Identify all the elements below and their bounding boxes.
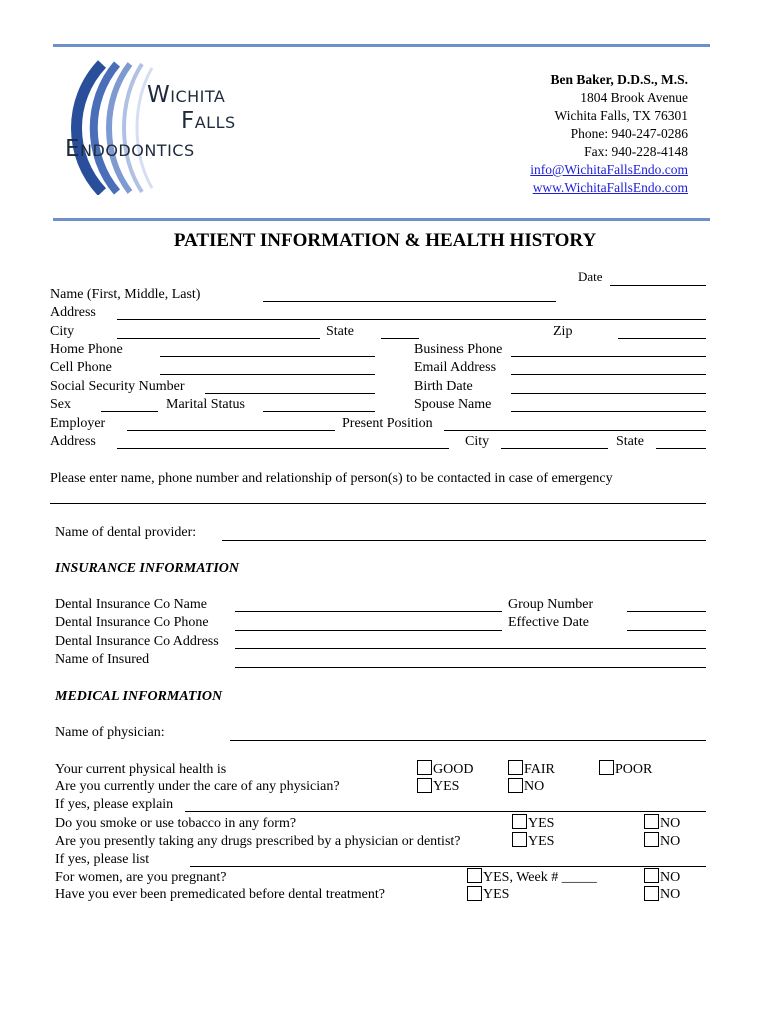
pregnant-yes-week-label: YES, Week # _____ — [483, 870, 597, 885]
premedicated-no-label: NO — [660, 887, 681, 902]
tobacco-label: Do you smoke or use tobacco in any form? — [55, 816, 297, 831]
email-address-field[interactable] — [511, 374, 706, 375]
birth-date-label: Birth Date — [414, 379, 473, 394]
practice-street: 1804 Brook Avenue — [580, 90, 688, 105]
logo-arcs-icon — [62, 60, 162, 195]
tobacco-yes-checkbox[interactable] — [512, 814, 527, 829]
logo-line-1: Wichita — [147, 82, 226, 108]
premedicated-yes-checkbox[interactable] — [467, 886, 482, 901]
present-position-label: Present Position — [342, 416, 433, 431]
birth-date-field[interactable] — [511, 393, 706, 394]
tobacco-no-checkbox[interactable] — [644, 814, 659, 829]
effective-date-field[interactable] — [627, 630, 706, 631]
fair-label: FAIR — [524, 762, 555, 777]
employer-field[interactable] — [127, 430, 335, 431]
date-label: Date — [578, 269, 603, 284]
home-phone-field[interactable] — [160, 356, 375, 357]
list-field[interactable] — [190, 866, 706, 867]
city-field[interactable] — [117, 338, 320, 339]
date-field[interactable] — [610, 285, 706, 286]
header-rule — [53, 218, 710, 221]
under-care-yes-label: YES — [433, 779, 460, 794]
under-care-label: Are you currently under the care of any physician? — [55, 779, 340, 794]
employer-address-field[interactable] — [117, 448, 449, 449]
insurance-co-phone-label: Dental Insurance Co Phone — [55, 615, 209, 630]
under-care-yes-checkbox[interactable] — [417, 778, 432, 793]
sex-label: Sex — [50, 397, 71, 412]
employer-state-label: State — [616, 434, 644, 449]
group-number-field[interactable] — [627, 611, 706, 612]
drugs-yes-checkbox[interactable] — [512, 832, 527, 847]
practice-fax: Fax: 940-228-4148 — [584, 144, 688, 159]
group-number-label: Group Number — [508, 597, 594, 612]
poor-checkbox[interactable] — [599, 760, 614, 775]
form-title: PATIENT INFORMATION & HEALTH HISTORY — [173, 230, 597, 251]
physician-label: Name of physician: — [55, 725, 165, 740]
good-checkbox[interactable] — [417, 760, 432, 775]
cell-phone-field[interactable] — [160, 374, 375, 375]
name-field[interactable] — [263, 301, 556, 302]
employer-city-field[interactable] — [501, 448, 608, 449]
effective-date-label: Effective Date — [508, 615, 589, 630]
zip-field[interactable] — [618, 338, 706, 339]
practice-website-wrap — [533, 181, 688, 195]
premedicated-no-checkbox[interactable] — [644, 886, 659, 901]
list-label: If yes, please list — [55, 852, 150, 867]
city-label: City — [50, 324, 75, 339]
premedicated-label: Have you ever been premedicated before dental treatment? — [55, 887, 385, 902]
insurance-co-phone-field[interactable] — [235, 630, 502, 631]
marital-status-field[interactable] — [263, 411, 375, 412]
marital-status-label: Marital Status — [166, 397, 245, 412]
under-care-no-checkbox[interactable] — [508, 778, 523, 793]
pregnant-yes-checkbox[interactable] — [467, 868, 482, 883]
drugs-label: Are you presently taking any drugs prescribed by a physician or dentist? — [55, 834, 461, 849]
doctor-name: Ben Baker, D.D.S., M.S. — [550, 72, 688, 87]
physician-field[interactable] — [230, 740, 706, 741]
logo-line-2: Falls — [181, 108, 236, 134]
pregnant-no-checkbox[interactable] — [644, 868, 659, 883]
tobacco-yes-label: YES — [528, 816, 555, 831]
practice-city: Wichita Falls, TX 76301 — [554, 108, 688, 123]
practice-logo — [62, 60, 252, 195]
cell-phone-label: Cell Phone — [50, 360, 112, 375]
insurance-co-address-field[interactable] — [235, 648, 706, 649]
drugs-yes-label: YES — [528, 834, 555, 849]
home-phone-label: Home Phone — [50, 342, 123, 357]
sex-field[interactable] — [101, 411, 158, 412]
emergency-label: Please enter name, phone number and relationship of person(s) to be contacted in case of emergency — [50, 471, 613, 486]
insurance-co-address-label: Dental Insurance Co Address — [55, 634, 219, 649]
practice-email-link[interactable]: info@WichitaFallsEndo.com — [530, 162, 688, 177]
medical-heading: MEDICAL INFORMATION — [55, 689, 223, 704]
employer-state-field[interactable] — [656, 448, 706, 449]
emergency-field[interactable] — [50, 503, 706, 504]
employer-label: Employer — [50, 416, 106, 431]
good-label: GOOD — [433, 762, 474, 777]
fair-checkbox[interactable] — [508, 760, 523, 775]
top-rule — [53, 44, 710, 47]
address-label: Address — [50, 305, 96, 320]
state-label: State — [326, 324, 354, 339]
spouse-name-field[interactable] — [511, 411, 706, 412]
insurance-heading: INSURANCE INFORMATION — [55, 561, 239, 576]
business-phone-label: Business Phone — [414, 342, 503, 357]
explain-field[interactable] — [185, 811, 706, 812]
premedicated-yes-label: YES — [483, 887, 510, 902]
name-label: Name (First, Middle, Last) — [50, 287, 201, 302]
insurance-co-name-field[interactable] — [235, 611, 502, 612]
email-address-label: Email Address — [414, 360, 497, 375]
address-field[interactable] — [117, 319, 706, 320]
employer-address-label: Address — [50, 434, 96, 449]
health-label: Your current physical health is — [55, 762, 227, 777]
practice-website-link[interactable]: www.WichitaFallsEndo.com — [532, 180, 688, 195]
present-position-field[interactable] — [444, 430, 706, 431]
drugs-no-label: NO — [660, 834, 681, 849]
drugs-no-checkbox[interactable] — [644, 832, 659, 847]
practice-phone: Phone: 940-247-0286 — [570, 126, 688, 141]
employer-city-label: City — [465, 434, 490, 449]
ssn-field[interactable] — [205, 393, 375, 394]
spouse-name-label: Spouse Name — [414, 397, 492, 412]
practice-email-wrap — [530, 163, 688, 177]
insured-name-label: Name of Insured — [55, 652, 150, 667]
pregnant-label: For women, are you pregnant? — [55, 870, 227, 885]
state-field[interactable] — [381, 338, 419, 339]
zip-label: Zip — [553, 324, 573, 339]
pregnant-no-label: NO — [660, 870, 681, 885]
poor-label: POOR — [615, 762, 653, 777]
explain-label: If yes, please explain — [55, 797, 174, 812]
business-phone-field[interactable] — [511, 356, 706, 357]
insured-name-field[interactable] — [235, 667, 706, 668]
dental-provider-field[interactable] — [222, 540, 706, 541]
logo-line-3: Endodontics — [65, 136, 195, 162]
under-care-no-label: NO — [524, 779, 545, 794]
insurance-co-name-label: Dental Insurance Co Name — [55, 597, 207, 612]
tobacco-no-label: NO — [660, 816, 681, 831]
ssn-label: Social Security Number — [50, 379, 185, 394]
dental-provider-label: Name of dental provider: — [55, 525, 197, 540]
